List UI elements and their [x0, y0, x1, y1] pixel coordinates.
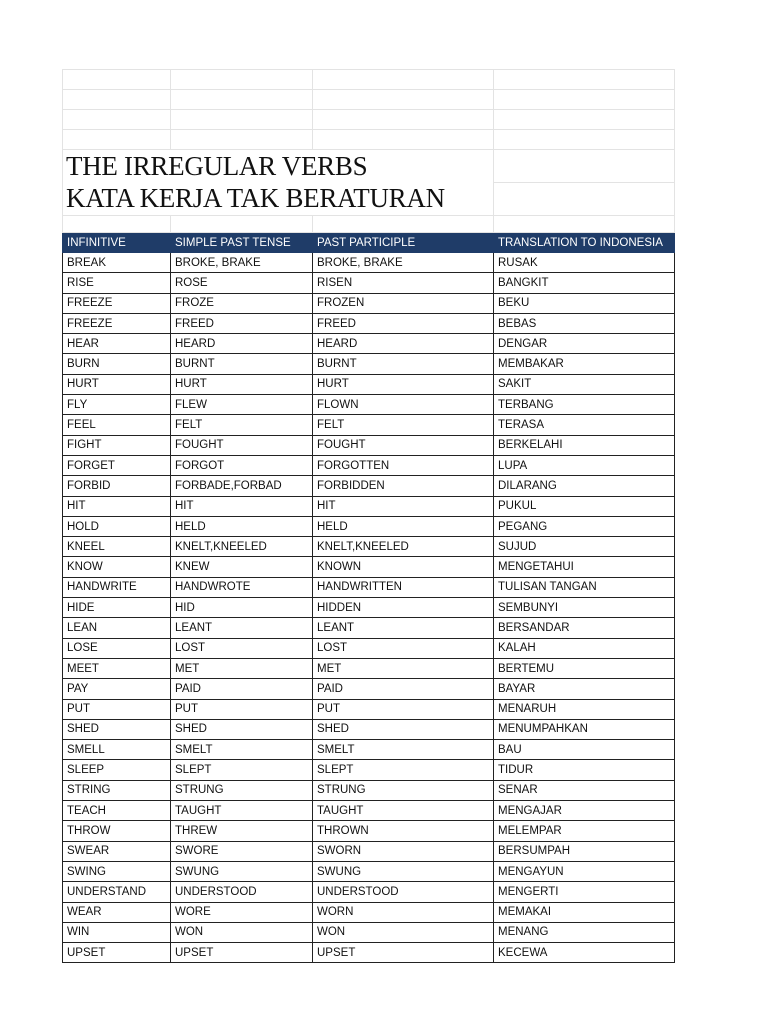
empty-cell[interactable] [171, 70, 313, 90]
empty-cell[interactable] [494, 183, 675, 216]
table-row [63, 780, 675, 800]
translation-cell[interactable]: BAYAR [494, 679, 675, 699]
table-row [63, 273, 675, 293]
simple-past-cell[interactable]: PUT [171, 699, 313, 719]
translation-cell[interactable]: BERSUMPAH [494, 841, 675, 861]
translation-cell[interactable]: KALAH [494, 638, 675, 658]
infinitive-cell[interactable]: KNOW [63, 557, 171, 577]
empty-cell[interactable] [494, 90, 675, 110]
past-participle-cell[interactable]: KNELT,KNEELED [313, 537, 494, 557]
empty-cell[interactable] [63, 130, 171, 150]
table-row [63, 354, 675, 374]
translation-cell[interactable]: MENARUH [494, 699, 675, 719]
simple-past-cell[interactable]: WORE [171, 902, 313, 922]
table-row [63, 658, 675, 678]
infinitive-cell[interactable]: HURT [63, 374, 171, 394]
past-participle-cell[interactable]: UPSET [313, 943, 494, 963]
infinitive-cell[interactable]: SHED [63, 719, 171, 739]
table-row [63, 557, 675, 577]
empty-cell[interactable] [171, 110, 313, 130]
infinitive-cell[interactable]: STRING [63, 780, 171, 800]
infinitive-cell[interactable]: FEEL [63, 415, 171, 435]
translation-cell[interactable]: BERSANDAR [494, 618, 675, 638]
infinitive-cell[interactable]: SWING [63, 861, 171, 881]
simple-past-cell[interactable]: TAUGHT [171, 801, 313, 821]
simple-past-cell[interactable]: KNELT,KNEELED [171, 537, 313, 557]
translation-cell[interactable]: MENGAYUN [494, 861, 675, 881]
infinitive-cell[interactable]: WIN [63, 922, 171, 942]
simple-past-cell[interactable]: STRUNG [171, 780, 313, 800]
past-participle-cell[interactable]: HANDWRITTEN [313, 577, 494, 597]
table-row [63, 922, 675, 942]
infinitive-cell[interactable]: UNDERSTAND [63, 882, 171, 902]
past-participle-cell[interactable]: KNOWN [313, 557, 494, 577]
table-row [63, 516, 675, 536]
table-row [63, 577, 675, 597]
table-row [63, 679, 675, 699]
empty-row [63, 110, 675, 130]
table-row [63, 740, 675, 760]
simple-past-cell[interactable]: FELT [171, 415, 313, 435]
past-participle-cell[interactable]: BROKE, BRAKE [313, 253, 494, 273]
infinitive-cell[interactable]: MEET [63, 658, 171, 678]
spreadsheet [62, 69, 674, 963]
infinitive-cell[interactable]: TEACH [63, 801, 171, 821]
simple-past-cell[interactable]: HURT [171, 374, 313, 394]
empty-cell[interactable] [494, 110, 675, 130]
infinitive-cell[interactable]: SMELL [63, 740, 171, 760]
past-participle-cell[interactable]: LOST [313, 638, 494, 658]
past-participle-cell[interactable]: FREED [313, 313, 494, 333]
empty-cell[interactable] [63, 70, 171, 90]
translation-cell[interactable]: TERBANG [494, 395, 675, 415]
infinitive-cell[interactable]: FLY [63, 395, 171, 415]
past-participle-cell[interactable]: HELD [313, 516, 494, 536]
simple-past-cell[interactable]: HIT [171, 496, 313, 516]
simple-past-cell[interactable]: LEANT [171, 618, 313, 638]
table-row [63, 537, 675, 557]
table-row [63, 719, 675, 739]
empty-cell[interactable] [63, 90, 171, 110]
table-row [63, 760, 675, 780]
translation-cell[interactable]: KECEWA [494, 943, 675, 963]
table-row [63, 902, 675, 922]
infinitive-cell[interactable]: FIGHT [63, 435, 171, 455]
infinitive-cell[interactable]: BREAK [63, 253, 171, 273]
empty-cell[interactable] [313, 70, 494, 90]
table-row [63, 435, 675, 455]
table-row [63, 293, 675, 313]
translation-cell[interactable]: PUKUL [494, 496, 675, 516]
table-row [63, 841, 675, 861]
past-participle-cell[interactable]: WON [313, 922, 494, 942]
infinitive-cell[interactable]: FREEZE [63, 293, 171, 313]
empty-row [63, 130, 675, 150]
past-participle-cell[interactable]: STRUNG [313, 780, 494, 800]
infinitive-cell[interactable]: SWEAR [63, 841, 171, 861]
infinitive-cell[interactable]: HIT [63, 496, 171, 516]
column-header-translation[interactable]: TRANSLATION TO INDONESIA [494, 233, 675, 253]
past-participle-cell[interactable]: THROWN [313, 821, 494, 841]
simple-past-cell[interactable]: SWORE [171, 841, 313, 861]
past-participle-cell[interactable]: SHED [313, 719, 494, 739]
past-participle-cell[interactable]: HEARD [313, 334, 494, 354]
translation-cell[interactable]: BANGKIT [494, 273, 675, 293]
past-participle-cell[interactable]: FORBIDDEN [313, 476, 494, 496]
infinitive-cell[interactable]: FORGET [63, 455, 171, 475]
simple-past-cell[interactable]: FREED [171, 313, 313, 333]
simple-past-cell[interactable]: BURNT [171, 354, 313, 374]
past-participle-cell[interactable]: HURT [313, 374, 494, 394]
table-row [63, 801, 675, 821]
title-row [63, 150, 675, 183]
empty-cell[interactable] [494, 150, 675, 183]
simple-past-cell[interactable]: FROZE [171, 293, 313, 313]
translation-cell[interactable]: MENGAJAR [494, 801, 675, 821]
table-header-row [63, 233, 675, 253]
simple-past-cell[interactable]: FOUGHT [171, 435, 313, 455]
empty-row [63, 216, 675, 233]
simple-past-cell[interactable]: HEARD [171, 334, 313, 354]
simple-past-cell[interactable]: SWUNG [171, 861, 313, 881]
table-row [63, 861, 675, 881]
past-participle-cell[interactable]: FOUGHT [313, 435, 494, 455]
table-row [63, 253, 675, 273]
column-header-infinitive[interactable]: INFINITIVE [63, 233, 171, 253]
table-row [63, 334, 675, 354]
infinitive-cell[interactable]: FREEZE [63, 313, 171, 333]
translation-cell[interactable]: BAU [494, 740, 675, 760]
past-participle-cell[interactable]: FLOWN [313, 395, 494, 415]
empty-cell[interactable] [313, 90, 494, 110]
table-row [63, 496, 675, 516]
simple-past-cell[interactable]: SMELT [171, 740, 313, 760]
title-row [63, 183, 675, 216]
infinitive-cell[interactable]: SLEEP [63, 760, 171, 780]
translation-cell[interactable]: SAKIT [494, 374, 675, 394]
table-row [63, 415, 675, 435]
past-participle-cell[interactable]: PAID [313, 679, 494, 699]
infinitive-cell[interactable]: LOSE [63, 638, 171, 658]
simple-past-cell[interactable]: HID [171, 598, 313, 618]
translation-cell[interactable]: DENGAR [494, 334, 675, 354]
infinitive-cell[interactable]: PAY [63, 679, 171, 699]
table-row [63, 395, 675, 415]
infinitive-cell[interactable]: HANDWRITE [63, 577, 171, 597]
translation-cell[interactable]: BERTEMU [494, 658, 675, 678]
translation-cell[interactable]: SUJUD [494, 537, 675, 557]
empty-cell[interactable] [313, 110, 494, 130]
infinitive-cell[interactable]: WEAR [63, 902, 171, 922]
translation-cell[interactable]: MENUMPAHKAN [494, 719, 675, 739]
empty-cell[interactable] [313, 216, 494, 233]
empty-cell[interactable] [171, 130, 313, 150]
past-participle-cell[interactable]: WORN [313, 902, 494, 922]
empty-row [63, 90, 675, 110]
table-row [63, 374, 675, 394]
past-participle-cell[interactable]: BURNT [313, 354, 494, 374]
translation-cell[interactable]: MENGETAHUI [494, 557, 675, 577]
table-row [63, 455, 675, 475]
simple-past-cell[interactable]: SHED [171, 719, 313, 739]
table-row [63, 882, 675, 902]
empty-cell[interactable] [63, 110, 171, 130]
simple-past-cell[interactable]: PAID [171, 679, 313, 699]
simple-past-cell[interactable]: UNDERSTOOD [171, 882, 313, 902]
infinitive-cell[interactable]: FORBID [63, 476, 171, 496]
infinitive-cell[interactable]: HEAR [63, 334, 171, 354]
infinitive-cell[interactable]: BURN [63, 354, 171, 374]
translation-cell[interactable]: SENAR [494, 780, 675, 800]
translation-cell[interactable]: MELEMPAR [494, 821, 675, 841]
past-participle-cell[interactable]: HIT [313, 496, 494, 516]
translation-cell[interactable]: TULISAN TANGAN [494, 577, 675, 597]
infinitive-cell[interactable]: KNEEL [63, 537, 171, 557]
simple-past-cell[interactable]: BROKE, BRAKE [171, 253, 313, 273]
past-participle-cell[interactable]: MET [313, 658, 494, 678]
translation-cell[interactable]: TIDUR [494, 760, 675, 780]
past-participle-cell[interactable]: LEANT [313, 618, 494, 638]
translation-cell[interactable]: SEMBUNYI [494, 598, 675, 618]
simple-past-cell[interactable]: SLEPT [171, 760, 313, 780]
past-participle-cell[interactable]: PUT [313, 699, 494, 719]
empty-cell[interactable] [494, 70, 675, 90]
infinitive-cell[interactable]: LEAN [63, 618, 171, 638]
past-participle-cell[interactable]: SMELT [313, 740, 494, 760]
translation-cell[interactable]: MENANG [494, 922, 675, 942]
simple-past-cell[interactable]: FORBADE,FORBAD [171, 476, 313, 496]
title-line-1[interactable]: THE IRREGULAR VERBS [63, 150, 494, 183]
column-header-past-participle[interactable]: PAST PARTICIPLE [313, 233, 494, 253]
simple-past-cell[interactable]: HANDWROTE [171, 577, 313, 597]
past-participle-cell[interactable]: RISEN [313, 273, 494, 293]
table-row [63, 699, 675, 719]
past-participle-cell[interactable]: FORGOTTEN [313, 455, 494, 475]
translation-cell[interactable]: BEKU [494, 293, 675, 313]
past-participle-cell[interactable]: SWORN [313, 841, 494, 861]
translation-cell[interactable]: RUSAK [494, 253, 675, 273]
infinitive-cell[interactable]: UPSET [63, 943, 171, 963]
simple-past-cell[interactable]: FORGOT [171, 455, 313, 475]
empty-cell[interactable] [171, 216, 313, 233]
simple-past-cell[interactable]: KNEW [171, 557, 313, 577]
infinitive-cell[interactable]: THROW [63, 821, 171, 841]
empty-row [63, 70, 675, 90]
simple-past-cell[interactable]: FLEW [171, 395, 313, 415]
past-participle-cell[interactable]: FROZEN [313, 293, 494, 313]
past-participle-cell[interactable]: UNDERSTOOD [313, 882, 494, 902]
infinitive-cell[interactable]: RISE [63, 273, 171, 293]
simple-past-cell[interactable]: THREW [171, 821, 313, 841]
translation-cell[interactable]: DILARANG [494, 476, 675, 496]
simple-past-cell[interactable]: HELD [171, 516, 313, 536]
past-participle-cell[interactable]: HIDDEN [313, 598, 494, 618]
table-row [63, 313, 675, 333]
table-row [63, 598, 675, 618]
table-row [63, 638, 675, 658]
translation-cell[interactable]: TERASA [494, 415, 675, 435]
translation-cell[interactable]: MEMAKAI [494, 902, 675, 922]
translation-cell[interactable]: BEBAS [494, 313, 675, 333]
translation-cell[interactable]: LUPA [494, 455, 675, 475]
infinitive-cell[interactable]: HOLD [63, 516, 171, 536]
translation-cell[interactable]: PEGANG [494, 516, 675, 536]
table-row [63, 821, 675, 841]
infinitive-cell[interactable]: PUT [63, 699, 171, 719]
past-participle-cell[interactable]: SLEPT [313, 760, 494, 780]
simple-past-cell[interactable]: ROSE [171, 273, 313, 293]
empty-cell[interactable] [63, 216, 171, 233]
translation-cell[interactable]: MEMBAKAR [494, 354, 675, 374]
simple-past-cell[interactable]: MET [171, 658, 313, 678]
simple-past-cell[interactable]: UPSET [171, 943, 313, 963]
empty-cell[interactable] [171, 90, 313, 110]
translation-cell[interactable]: MENGERTI [494, 882, 675, 902]
simple-past-cell[interactable]: LOST [171, 638, 313, 658]
simple-past-cell[interactable]: WON [171, 922, 313, 942]
past-participle-cell[interactable]: SWUNG [313, 861, 494, 881]
infinitive-cell[interactable]: HIDE [63, 598, 171, 618]
empty-cell[interactable] [494, 216, 675, 233]
empty-cell[interactable] [313, 130, 494, 150]
title-line-2[interactable]: KATA KERJA TAK BERATURAN [63, 183, 494, 216]
column-header-simple-past[interactable]: SIMPLE PAST TENSE [171, 233, 313, 253]
table-row [63, 476, 675, 496]
verbs-table [62, 69, 675, 963]
table-row [63, 618, 675, 638]
table-row [63, 943, 675, 963]
translation-cell[interactable]: BERKELAHI [494, 435, 675, 455]
past-participle-cell[interactable]: FELT [313, 415, 494, 435]
empty-cell[interactable] [494, 130, 675, 150]
past-participle-cell[interactable]: TAUGHT [313, 801, 494, 821]
